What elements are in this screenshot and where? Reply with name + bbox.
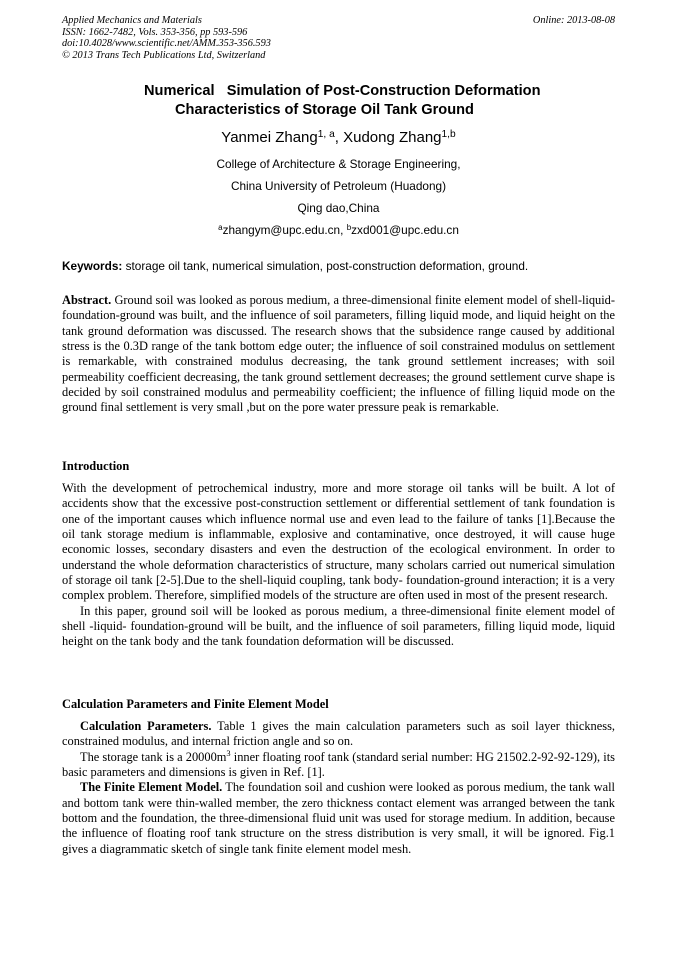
- affiliation-line-1: College of Architecture & Storage Engineering,: [216, 157, 461, 171]
- introduction-heading: Introduction: [62, 459, 130, 473]
- online-date: Online: 2013-08-08: [532, 15, 615, 26]
- author-separator: ,: [334, 129, 344, 146]
- calc-params-text: Table 1 gives the main calculation parameters such as soil layer thickness, constrained modulus, and internal friction angle and so on.: [62, 719, 615, 749]
- journal-name: Applied Mechanics and Materials: [62, 15, 202, 26]
- email-a-mark: a: [218, 223, 223, 232]
- abstract: [62, 293, 615, 416]
- paper-title: [62, 82, 615, 119]
- fem-text: The foundation soil and cushion were looked as porous medium, the tank wall and bottom tank were thin-walled member, the zero thickness contact element was arranged between the tank bottom and the foundation, the three-dimensional fluid unit was used for storage medium. In addition, because the influence of floating roof tank structure on the stress distribution is very small, it will be ignored. Fig.1 gives a diagrammatic sketch of single tank finite element model mesh.: [62, 780, 615, 856]
- email-b[interactable]: zxd001@upc.edu.cn: [351, 223, 459, 237]
- tank-volume-exponent: 3: [226, 748, 231, 759]
- calc-paragraph-2: [62, 750, 615, 781]
- journal-header: [62, 15, 615, 61]
- tank-text-before: The storage tank is a 20000m: [80, 749, 227, 764]
- affiliation-line-2: China University of Petroleum (Huadong): [230, 179, 447, 193]
- abstract-label: Abstract.: [62, 293, 112, 307]
- calc-heading: Calculation Parameters and Finite Element Model: [62, 697, 329, 711]
- calc-params-label: Calculation Parameters.: [80, 719, 212, 733]
- email-b-mark: b: [346, 223, 352, 232]
- author-2: Xudong Zhang: [343, 129, 442, 146]
- author-emails: [62, 223, 615, 237]
- title-line-1: Numerical Simulation of Post-Construction Deformation: [144, 83, 541, 99]
- title-line-2: Characteristics of Storage Oil Tank Ground: [175, 101, 474, 118]
- author-1-affiliation-mark: 1, a: [317, 128, 335, 140]
- calc-body: [62, 719, 615, 857]
- email-a[interactable]: zhangym@upc.edu.cn,: [222, 223, 347, 237]
- introduction-paragraph-2: In this paper, ground soil will be looked as porous medium, a three-dimensional finite element model of shell -liquid- foundation-ground will be built, and the influence of soil parameters, filling liquid mode, liquid height on the tank body and the tank foundation deformation will be discussed.: [62, 603, 615, 649]
- calc-paragraph-3: [62, 780, 615, 857]
- abstract-text: Ground soil was looked as porous medium, a three-dimensional finite element model of shell-liquid-foundation-ground was built, and the influence of soil parameters, filling liquid mode, and liquid height on the tank ground deformation was discussed. The research shows that the subsidence range caused by additional stress is the 0.3D range of the tank bottom edge outer; the influence of soil constrained modulus on settlement is remarkable, with constrained modulus decreasing, the tank ground settlement increases; with soil permeability coefficient decreasing, the tank ground settlement decreases; the ground settlement curve shape is decided by soil constrained modulus and permeability coefficient; the influence of filling liquid mode on the ground final settlement is very small ,but on the pore water pressure peak is remarkable.: [62, 293, 615, 415]
- author-list: [62, 129, 615, 146]
- introduction-body: [62, 481, 615, 650]
- author-1: Yanmei Zhang: [221, 129, 318, 146]
- fem-label: The Finite Element Model.: [80, 780, 223, 795]
- issn-line: ISSN: 1662-7482, Vols. 353-356, pp 593-596: [62, 26, 248, 38]
- affiliation-line-3: Qing dao,China: [297, 201, 380, 215]
- keywords: [62, 259, 615, 273]
- keywords-label: Keywords:: [62, 259, 123, 273]
- calc-paragraph-1: [62, 719, 615, 750]
- author-2-affiliation-mark: 1,b: [441, 128, 456, 140]
- tank-text-after: inner floating roof tank (standard serial number: HG 21502.2-92-92-129), its basic parameters and dimensions is given in Ref. [1].: [62, 749, 615, 780]
- keywords-text: storage oil tank, numerical simulation, post-construction deformation, ground.: [122, 259, 529, 273]
- copyright-line: © 2013 Trans Tech Publications Ltd, Switzerland: [62, 49, 266, 61]
- introduction-paragraph-1: With the development of petrochemical industry, more and more storage oil tanks will be built. A lot of accidents show that the excessive post-construction settlement or differential settlement of tank foundation is one of the important causes which influence normal use and even lead to the failure of tanks [1].Because the oil tank storage medium is inflammable, explosive and contaminative, once destroyed, it will cause huge economic losses, secondary disasters and even the destruction of the ecological environment. In order to understand the whole deformation characteristics of structure, many scholars carried out numerical simulation of storage oil tank [2-5].Due to the shell-liquid coupling, tank body- foundation-ground interaction; it is a very complex problem. Therefore, simplified models of the structure are often used in most of the present research.: [62, 481, 615, 603]
- doi-line: doi:10.4028/www.scientific.net/AMM.353-356.593: [62, 38, 271, 50]
